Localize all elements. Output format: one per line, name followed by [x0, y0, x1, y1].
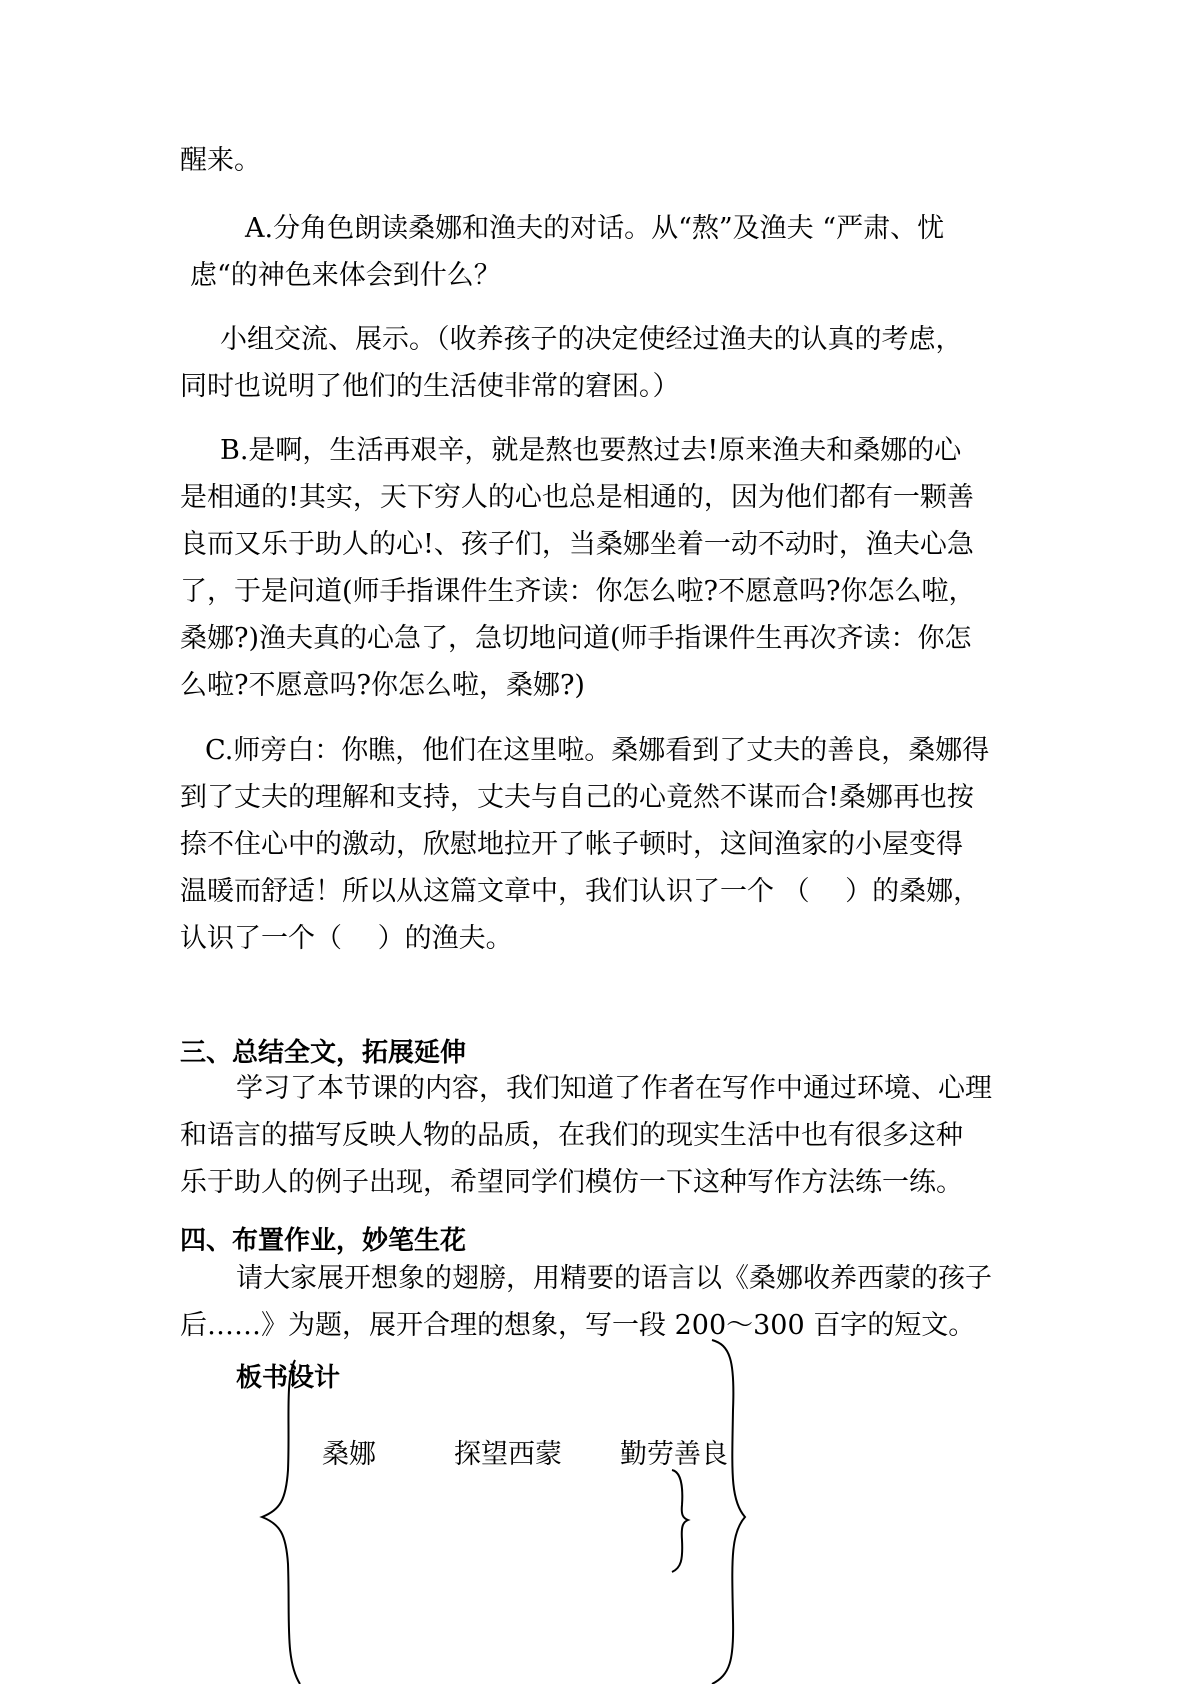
board-word-action: 探望西蒙	[454, 1439, 562, 1470]
text-line: 认识了一个（ ）的渔夫。	[180, 923, 513, 954]
left-brace	[262, 1360, 300, 1684]
text-line: 是相通的!其实，天下穷人的心也总是相通的，因为他们都有一颗善	[180, 482, 974, 513]
text-line: 温暖而舒适！所以从这篇文章中，我们认识了一个 （ ）的桑娜，	[180, 876, 981, 907]
text-line: 桑娜?)渔夫真的心急了，急切地问道(师手指课件生再次齐读：你怎	[180, 623, 972, 654]
inner-brace	[672, 1470, 688, 1572]
right-brace	[712, 1340, 745, 1684]
board-word-name: 桑娜	[322, 1439, 376, 1470]
text-line: A.分角色朗读桑娜和渔夫的对话。从“熬”及渔夫 “严肃、忧	[245, 213, 945, 244]
text-line: 和语言的描写反映人物的品质，在我们的现实生活中也有很多这种	[180, 1120, 963, 1151]
section-heading-4: 四、布置作业，妙笔生花	[180, 1226, 467, 1256]
text-line: 乐于助人的例子出现，希望同学们模仿一下这种写作方法练一练。	[180, 1167, 963, 1198]
text-line: 请大家展开想象的翅膀，用精要的语言以《桑娜收养西蒙的孩子	[236, 1263, 992, 1294]
board-word-quality: 勤劳善良	[620, 1439, 728, 1470]
text-line: 小组交流、展示。（收养孩子的决定使经过渔夫的认真的考虑，	[220, 324, 963, 355]
text-line: 了，于是问道(师手指课件生齐读：你怎么啦?不愿意吗?你怎么啦，	[180, 576, 976, 607]
board-word-quality-clip	[620, 1432, 728, 1471]
text-line: 到了丈夫的理解和支持，丈夫与自己的心竟然不谋而合!桑娜再也按	[180, 782, 974, 813]
board-design-heading: 板书设计	[236, 1363, 341, 1393]
text-line: C.师旁白：你瞧，他们在这里啦。桑娜看到了丈夫的善良，桑娜得	[205, 735, 990, 766]
text-line: B.是啊，生活再艰辛，就是熬也要熬过去!原来渔夫和桑娜的心	[220, 435, 962, 466]
text-line: 捺不住心中的激动，欣慰地拉开了帐子顿时，这间渔家的小屋变得	[180, 829, 963, 860]
text-line: 虑“的神色来体会到什么？	[190, 260, 501, 291]
section-heading-3: 三、总结全文，拓展延伸	[180, 1038, 467, 1068]
text-line: 醒来。	[180, 145, 261, 176]
text-line: 后……》为题，展开合理的想象，写一段 200～300 百字的短文。	[180, 1310, 976, 1341]
text-line: 么啦?不愿意吗?你怎么啦，桑娜?)	[180, 670, 585, 701]
text-line: 学习了本节课的内容，我们知道了作者在写作中通过环境、心理	[236, 1073, 992, 1104]
text-line: 良而又乐于助人的心!、孩子们，当桑娜坐着一动不动时，渔夫心急	[180, 529, 974, 560]
text-line: 同时也说明了他们的生活使非常的窘困。）	[180, 371, 680, 402]
